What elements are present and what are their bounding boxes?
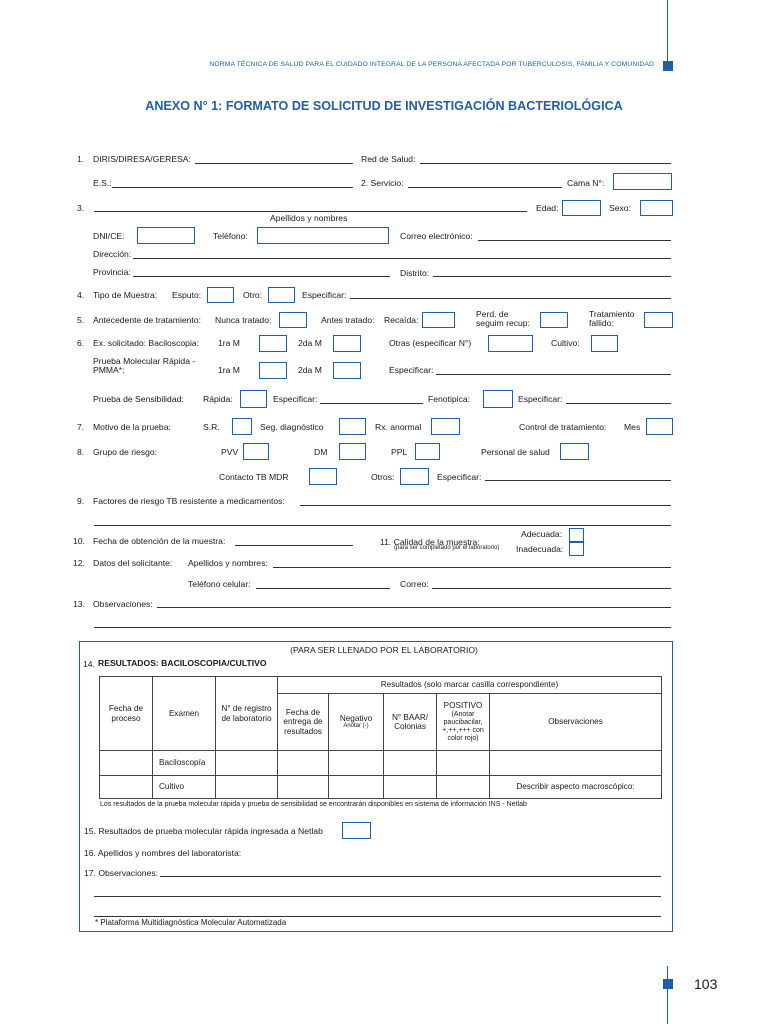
cell-empty[interactable] (329, 776, 384, 799)
cell-empty[interactable] (329, 751, 384, 776)
cama-box[interactable] (613, 173, 672, 190)
adecuada-label: Adecuada: (521, 529, 563, 539)
item-number: 10. (73, 536, 85, 546)
es-label: E.S.: (93, 178, 112, 188)
correo-electronico-field[interactable] (478, 240, 671, 241)
lab-observaciones-field[interactable] (160, 876, 661, 877)
negativo-note: Anotar (-) (343, 723, 369, 730)
item-number: 12. (73, 558, 85, 568)
cell-empty[interactable] (216, 776, 278, 799)
fenotipica-label: Fenotipica: (428, 394, 471, 404)
factores-field[interactable] (300, 505, 671, 506)
netlab-box[interactable] (342, 822, 371, 839)
correo-label: Correo: (400, 579, 429, 589)
antecedente-label: Antecedente de tratamiento: (93, 315, 201, 325)
dni-label: DNI/CE: (93, 231, 125, 241)
calidad-note: (para ser completado por el laboratorio) (394, 545, 500, 551)
tratamiento-fallido-label-1: Tratamiento (589, 309, 635, 319)
otro-label: Otro: (243, 290, 263, 300)
fecha-obtencion-label: Fecha de obtención de la muestra: (93, 536, 226, 546)
contacto-tb-mdr-box[interactable] (309, 468, 337, 485)
cell-empty[interactable] (437, 776, 490, 799)
pvv-box[interactable] (243, 443, 269, 460)
especificar-riesgo-field[interactable] (485, 480, 671, 481)
especificar-pmr-field[interactable] (436, 374, 671, 375)
pvv-label: PVV (221, 447, 239, 457)
perd-label-2: seguim recup: (476, 318, 530, 328)
footnote: * Plataforma Multidiagnóstica Molecular Automatizada (95, 918, 287, 927)
diris-label: DIRIS/DIRESA/GERESA: (93, 154, 191, 164)
page-title: ANEXO N° 1: FORMATO DE SOLICITUD DE INVESTIGACIÓN BACTERIOLÓGICA (145, 99, 623, 113)
telefono-label: Teléfono: (213, 231, 248, 241)
p17-label: 17. Observaciones: (84, 868, 159, 878)
cell-empty[interactable] (278, 751, 329, 776)
personal-salud-box[interactable] (560, 443, 589, 460)
fenotipica-box[interactable] (483, 390, 513, 408)
observaciones-field[interactable] (157, 607, 671, 608)
distrito-label: Distrito: (400, 268, 430, 278)
bacilo-2da-label: 2da M (298, 338, 322, 348)
apellidos-nombres-label: Apellidos y nombres: (188, 558, 268, 568)
servicio-field[interactable] (408, 187, 562, 188)
factores-field-line2[interactable] (94, 525, 671, 526)
table-note: Los resultados de la prueba molecular rápida y prueba de sensibilidad se encontrarán disponibles en sistema de información INS - Netlab (100, 801, 527, 808)
p15-label: 15. Resultados de prueba molecular rápida ingresada a Netlab (84, 826, 323, 836)
distrito-field[interactable] (433, 276, 671, 277)
telefono-box[interactable] (257, 227, 389, 244)
footer-square-icon (663, 979, 673, 989)
col-registro: N° de registro de laboratorio (216, 677, 278, 751)
lab-observaciones-line2[interactable] (94, 896, 661, 897)
direccion-label: Dirección: (93, 249, 132, 259)
dm-label: DM (314, 447, 328, 457)
cell-empty[interactable] (100, 751, 153, 776)
pmr-label-2: PMMA*: (93, 365, 125, 375)
nunca-tratado-label: Nunca tratado: (215, 315, 272, 325)
diris-field[interactable] (195, 163, 353, 164)
bacilo-2da-box[interactable] (333, 335, 361, 352)
especificar-label: Especificar: (302, 290, 347, 300)
item-number: 1. (77, 154, 85, 164)
item-number: 8. (77, 447, 85, 457)
cell-describir[interactable]: Describir aspecto macroscópico: (490, 776, 662, 799)
personal-salud-label: Personal de salud (481, 447, 550, 457)
control-label: Control de tratamiento: (519, 422, 607, 432)
patient-name-field[interactable] (94, 211, 527, 212)
tipo-muestra-label: Tipo de Muestra: (93, 290, 158, 300)
col-resultados-header: Resultados (solo marcar casilla correspondiente) (278, 677, 662, 694)
especificar-fenotipica-field[interactable] (566, 403, 671, 404)
red-salud-field[interactable] (420, 163, 671, 164)
telefono-celular-label: Teléfono celular: (188, 579, 251, 589)
direccion-field[interactable] (133, 258, 671, 259)
item-number: 7. (77, 422, 85, 432)
sr-box[interactable] (232, 418, 252, 435)
rx-anormal-box[interactable] (431, 418, 460, 435)
cultivo-box[interactable] (591, 335, 618, 352)
contacto-tb-mdr-label: Contacto TB MDR (219, 472, 289, 482)
pmr-1ra-label: 1ra M (218, 365, 240, 375)
margin-rule-top (667, 0, 668, 62)
pmr-2da-label: 2da M (298, 365, 322, 375)
calidad-label: 11. Calidad de la muestra: (380, 537, 480, 547)
antes-tratado-label: Antes tratado: (321, 315, 375, 325)
lab-instruction: (PARA SER LLENADO POR EL LABORATORIO) (290, 645, 478, 655)
red-salud-label: Red de Salud: (361, 154, 416, 164)
bacilo-1ra-box[interactable] (259, 335, 287, 352)
item-number: 3. (77, 203, 85, 213)
running-header: NORMA TÉCNICA DE SALUD PARA EL CUIDADO INTEGRAL DE LA PERSONA AFECTADA POR TUBERCULOSIS, FAMILIA Y COMUNIDAD (209, 61, 654, 68)
esputo-label: Esputo: (172, 290, 202, 300)
otro-box[interactable] (268, 287, 295, 303)
cell-empty[interactable] (384, 776, 437, 799)
otros-label: Otros: (371, 472, 395, 482)
recaida-box[interactable] (422, 312, 455, 328)
mes-label: Mes (624, 422, 641, 432)
especificar-label: Especificar: (518, 394, 563, 404)
otras-label: Otras (especificar N°) (389, 338, 472, 348)
col-fecha-proceso: Fecha de proceso (100, 677, 153, 751)
pmr-1ra-box[interactable] (259, 362, 287, 379)
negativo-label: Negativo (339, 713, 373, 723)
otros-box[interactable] (400, 468, 429, 485)
bacilo-1ra-label: 1ra M (218, 338, 240, 348)
especificar-label: Especificar: (389, 365, 434, 375)
positivo-note: (Anotar paucibacilar, +,++,+++ con color rojo) (442, 710, 484, 742)
cell-empty[interactable] (278, 776, 329, 799)
pmr-2da-box[interactable] (333, 362, 361, 379)
p16-label: 16. Apellidos y nombres del laboratorista: (84, 848, 242, 858)
perd-seguim-box[interactable] (540, 312, 568, 328)
cell-empty[interactable] (384, 751, 437, 776)
cell-empty[interactable] (100, 776, 153, 799)
lab-observaciones-line3[interactable] (94, 916, 661, 917)
provincia-field[interactable] (133, 276, 390, 277)
provincia-label: Provincia: (93, 267, 131, 277)
seg-diagnostico-box[interactable] (339, 418, 366, 435)
especificar-muestra-field[interactable] (350, 298, 671, 299)
edad-label: Edad: (536, 203, 559, 213)
row-baciloscopia-label: Baciloscopía (153, 751, 216, 776)
observaciones-field-line2[interactable] (94, 627, 671, 628)
apellidos-caption: Apellidos y nombres (270, 213, 348, 223)
datos-solicitante-label: Datos del solicitante: (93, 558, 173, 568)
cell-empty[interactable] (437, 751, 490, 776)
tratamiento-fallido-box[interactable] (644, 312, 673, 328)
inadecuada-box[interactable] (569, 542, 584, 556)
sr-label: S.R. (203, 422, 220, 432)
dni-box[interactable] (137, 227, 195, 244)
motivo-label: Motivo de la prueba: (93, 422, 171, 432)
mes-box[interactable] (646, 418, 673, 435)
item-number: 13. (73, 599, 85, 609)
col-baar: N° BAAR/ Colonias (384, 694, 437, 751)
especificar-label: Especificar: (273, 394, 318, 404)
col-fecha-entrega: Fecha de entrega de resultados (278, 694, 329, 751)
es-field[interactable] (112, 187, 353, 188)
item-number: 14. (83, 659, 95, 669)
servicio-label: 2. Servicio: (361, 178, 404, 188)
tratamiento-fallido-label-2: fallido: (589, 318, 614, 328)
positivo-label: POSITIVO (443, 701, 483, 711)
edad-box[interactable] (562, 200, 601, 216)
item-number: 4. (77, 290, 85, 300)
factores-label: Factores de riesgo TB resistente a medicamentos: (93, 496, 285, 506)
recaida-label: Recaída: (384, 315, 419, 325)
cama-label: Cama N°: (567, 178, 605, 188)
item-number: 6. (77, 338, 85, 348)
dm-box[interactable] (339, 443, 366, 460)
ex-solicitado-label: Ex. solicitado: Baciloscopia: (93, 338, 200, 348)
col-examen: Examen (153, 677, 216, 751)
rapida-label: Rápida: (203, 394, 233, 404)
correo-electronico-label: Correo electrónico: (400, 231, 473, 241)
header-square-icon (663, 61, 673, 71)
otras-box[interactable] (488, 335, 533, 352)
cell-empty[interactable] (216, 751, 278, 776)
ppl-label: PPL (391, 447, 408, 457)
item-number: 5. (77, 315, 85, 325)
col-observaciones: Observaciones (490, 694, 662, 751)
results-table (99, 676, 662, 799)
margin-rule-bottom (667, 966, 668, 1024)
sexo-label: Sexo: (609, 203, 631, 213)
sexo-box[interactable] (640, 200, 673, 216)
resultados-title: RESULTADOS: BACILOSCOPIA/CULTIVO (98, 658, 267, 668)
page-number: 103 (694, 976, 718, 992)
solicitante-nombre-field[interactable] (273, 567, 671, 568)
adecuada-box[interactable] (569, 528, 584, 542)
nunca-tratado-box[interactable] (279, 312, 307, 328)
row-cultivo-label: Cultivo (153, 776, 216, 799)
observaciones-label: Observaciones: (93, 599, 153, 609)
item-number: 9. (77, 496, 85, 506)
col-negativo (329, 694, 384, 751)
sensibilidad-label: Prueba de Sensibilidad: (93, 394, 184, 404)
ppl-box[interactable] (415, 443, 440, 460)
especificar-rapida-field[interactable] (320, 403, 423, 404)
pmr-label-1: Prueba Molecular Rápida - (93, 356, 196, 366)
seg-diagnostico-label: Seg. diagnóstico (260, 422, 324, 432)
cultivo-label: Cultivo: (551, 338, 580, 348)
rapida-box[interactable] (240, 390, 267, 408)
cell-empty[interactable] (490, 751, 662, 776)
fecha-obtencion-field[interactable] (235, 545, 353, 546)
inadecuada-label: Inadecuada: (516, 544, 564, 554)
grupo-riesgo-label: Grupo de riesgo: (93, 447, 158, 457)
correo-field[interactable] (432, 588, 671, 589)
rx-anormal-label: Rx. anormal (375, 422, 422, 432)
esputo-box[interactable] (207, 287, 234, 303)
col-positivo (437, 694, 490, 751)
telefono-celular-field[interactable] (256, 588, 390, 589)
especificar-label: Especificar: (437, 472, 482, 482)
perd-label-1: Perd. de (476, 309, 509, 319)
